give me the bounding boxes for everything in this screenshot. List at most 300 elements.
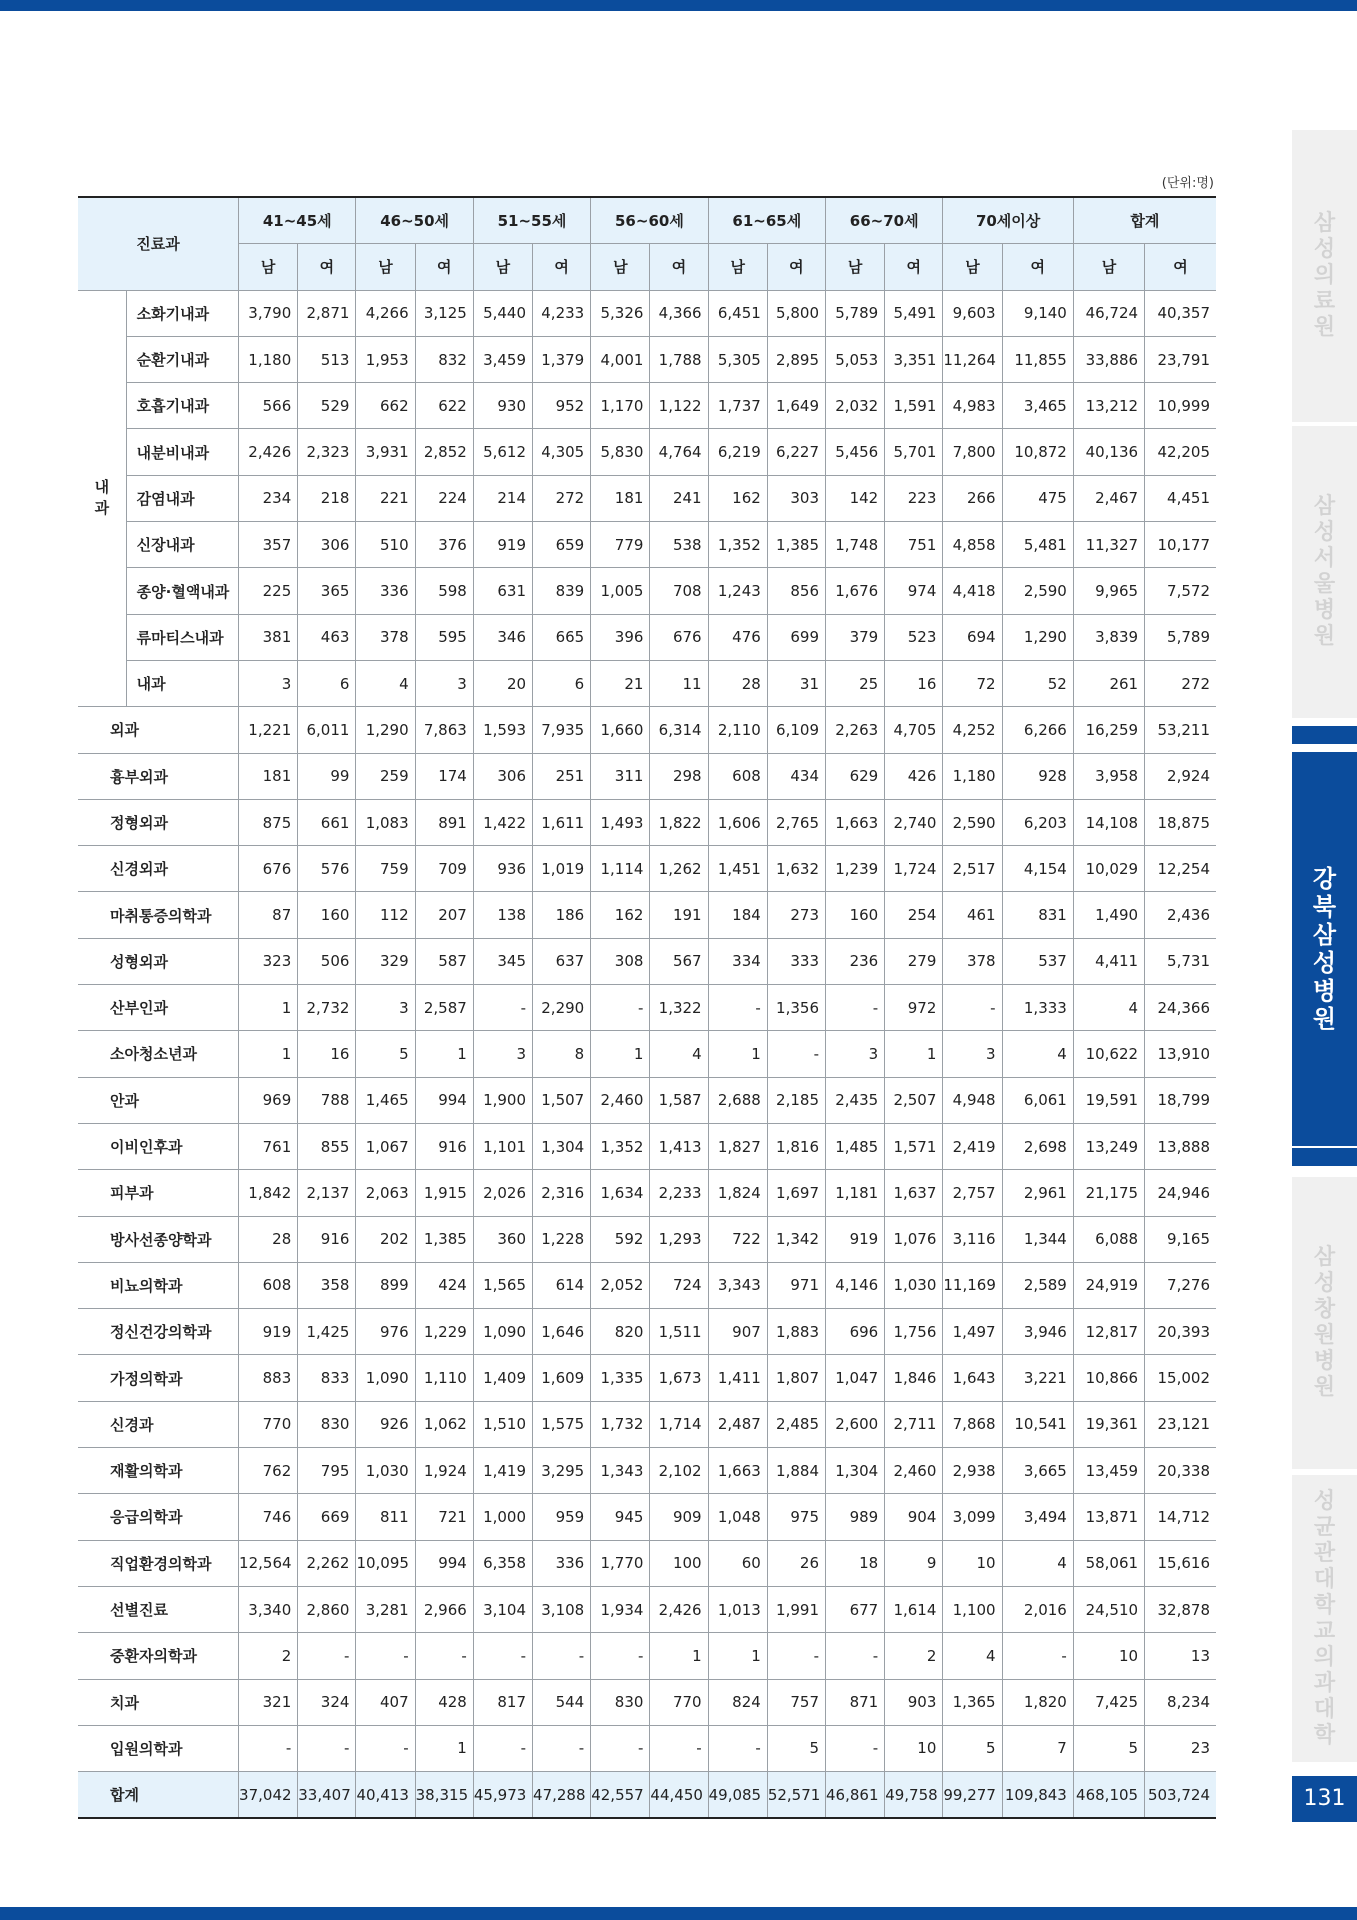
table-cell: 47,288 bbox=[533, 1772, 591, 1819]
age-group-header: 56~60세 bbox=[591, 197, 708, 244]
table-cell: 567 bbox=[650, 938, 708, 984]
table-cell: 8 bbox=[533, 1031, 591, 1077]
table-cell: 7,572 bbox=[1145, 568, 1216, 614]
table-cell: 1,609 bbox=[533, 1355, 591, 1401]
age-group-header: 61~65세 bbox=[708, 197, 825, 244]
table-cell: 21,175 bbox=[1073, 1170, 1144, 1216]
table-cell: 824 bbox=[708, 1679, 767, 1725]
table-cell: 311 bbox=[591, 753, 650, 799]
table-cell: 49,085 bbox=[708, 1772, 767, 1819]
table-cell: 44,450 bbox=[650, 1772, 708, 1819]
table-cell: 214 bbox=[473, 475, 532, 521]
table-cell: 608 bbox=[708, 753, 767, 799]
table-cell: 4 bbox=[1002, 1031, 1073, 1077]
table-cell: 1,243 bbox=[708, 568, 767, 614]
side-tab-label: 성 균 관 대 학 교 의 과 대 학 bbox=[1313, 1488, 1336, 1748]
department-name: 중환자의학과 bbox=[78, 1633, 239, 1679]
table-cell: 12,564 bbox=[239, 1540, 298, 1586]
table-cell: 99 bbox=[298, 753, 356, 799]
table-cell: 9 bbox=[885, 1540, 943, 1586]
table-cell: - bbox=[356, 1633, 415, 1679]
table-cell: 1,379 bbox=[533, 336, 591, 382]
table-cell: 1,824 bbox=[708, 1170, 767, 1216]
table-cell: 3,931 bbox=[356, 429, 415, 475]
table-cell: 2,460 bbox=[591, 1077, 650, 1123]
department-name: 신경외과 bbox=[78, 846, 239, 892]
table-cell: 622 bbox=[415, 383, 473, 429]
table-cell: 4,233 bbox=[533, 290, 591, 336]
table-cell: 346 bbox=[473, 614, 532, 660]
table-cell: 4,451 bbox=[1145, 475, 1216, 521]
table-cell: 31 bbox=[767, 660, 825, 706]
table-cell: 1,822 bbox=[650, 799, 708, 845]
table-cell: 4 bbox=[943, 1633, 1002, 1679]
table-cell: 907 bbox=[708, 1309, 767, 1355]
table-cell: 6,314 bbox=[650, 707, 708, 753]
department-name: 산부인과 bbox=[78, 985, 239, 1031]
table-cell: 665 bbox=[533, 614, 591, 660]
table-cell: 1 bbox=[708, 1031, 767, 1077]
table-cell: 676 bbox=[239, 846, 298, 892]
table-cell: 595 bbox=[415, 614, 473, 660]
table-cell: 2,063 bbox=[356, 1170, 415, 1216]
table-cell: 592 bbox=[591, 1216, 650, 1262]
table-cell: 1,293 bbox=[650, 1216, 708, 1262]
male-header: 남 bbox=[473, 244, 532, 290]
table-cell: 2,860 bbox=[298, 1586, 356, 1632]
table-cell: 3 bbox=[415, 660, 473, 706]
table-cell: 1,663 bbox=[708, 1448, 767, 1494]
table-cell: 2,589 bbox=[1002, 1262, 1073, 1308]
age-group-header: 66~70세 bbox=[826, 197, 943, 244]
table-cell: 6,061 bbox=[1002, 1077, 1073, 1123]
table-cell: 15,616 bbox=[1145, 1540, 1216, 1586]
table-cell: 60 bbox=[708, 1540, 767, 1586]
table-cell: 5,789 bbox=[826, 290, 885, 336]
table-cell: 376 bbox=[415, 522, 473, 568]
table-cell: 969 bbox=[239, 1077, 298, 1123]
table-cell: 19,361 bbox=[1073, 1401, 1144, 1447]
table-row bbox=[78, 290, 1216, 336]
table-cell: 909 bbox=[650, 1494, 708, 1540]
department-age-stats-table bbox=[78, 196, 1216, 1819]
table-cell: 463 bbox=[298, 614, 356, 660]
table-cell: 1,632 bbox=[767, 846, 825, 892]
table-cell: 1,575 bbox=[533, 1401, 591, 1447]
table-cell: 856 bbox=[767, 568, 825, 614]
table-cell: 1,571 bbox=[885, 1123, 943, 1169]
table-cell: 24,919 bbox=[1073, 1262, 1144, 1308]
table-cell: 831 bbox=[1002, 892, 1073, 938]
table-cell: 770 bbox=[650, 1679, 708, 1725]
table-cell: 1,611 bbox=[533, 799, 591, 845]
department-name: 재활의학과 bbox=[78, 1448, 239, 1494]
table-cell: 259 bbox=[356, 753, 415, 799]
table-row bbox=[78, 1262, 1216, 1308]
table-cell: 162 bbox=[591, 892, 650, 938]
table-cell: 916 bbox=[298, 1216, 356, 1262]
table-cell: 506 bbox=[298, 938, 356, 984]
department-name: 비뇨의학과 bbox=[78, 1262, 239, 1308]
table-cell: 25 bbox=[826, 660, 885, 706]
table-cell: 16,259 bbox=[1073, 707, 1144, 753]
table-cell: 2,698 bbox=[1002, 1123, 1073, 1169]
table-cell: 1,614 bbox=[885, 1586, 943, 1632]
table-cell: 4,366 bbox=[650, 290, 708, 336]
table-row bbox=[78, 336, 1216, 382]
female-header: 여 bbox=[298, 244, 356, 290]
table-cell: 24,510 bbox=[1073, 1586, 1144, 1632]
table-row bbox=[78, 429, 1216, 475]
table-cell: 3,958 bbox=[1073, 753, 1144, 799]
table-cell: 5,053 bbox=[826, 336, 885, 382]
page-number: 131 bbox=[1292, 1776, 1357, 1822]
table-cell: - bbox=[1002, 1633, 1073, 1679]
table-cell: 899 bbox=[356, 1262, 415, 1308]
table-cell: - bbox=[826, 1725, 885, 1771]
table-cell: 16 bbox=[298, 1031, 356, 1077]
table-cell: 811 bbox=[356, 1494, 415, 1540]
table-cell: 930 bbox=[473, 383, 532, 429]
male-header: 남 bbox=[943, 244, 1002, 290]
table-cell: 2,233 bbox=[650, 1170, 708, 1216]
table-cell: 5,326 bbox=[591, 290, 650, 336]
table-cell: 1,262 bbox=[650, 846, 708, 892]
table-cell: 1,807 bbox=[767, 1355, 825, 1401]
group-label-text: 내 과 bbox=[94, 478, 110, 518]
table-cell: 2 bbox=[239, 1633, 298, 1679]
side-tab[interactable] bbox=[1292, 130, 1357, 422]
table-cell: 11 bbox=[650, 660, 708, 706]
table-cell: 2,052 bbox=[591, 1262, 650, 1308]
table-cell: 759 bbox=[356, 846, 415, 892]
department-name: 내과 bbox=[126, 660, 238, 706]
table-cell: 184 bbox=[708, 892, 767, 938]
female-header: 여 bbox=[1145, 244, 1216, 290]
table-row bbox=[78, 1679, 1216, 1725]
table-cell: 662 bbox=[356, 383, 415, 429]
table-cell: 9,603 bbox=[943, 290, 1002, 336]
table-cell: 830 bbox=[298, 1401, 356, 1447]
table-cell: 24,946 bbox=[1145, 1170, 1216, 1216]
table-cell: 1,676 bbox=[826, 568, 885, 614]
table-cell: 1,114 bbox=[591, 846, 650, 892]
table-cell: 306 bbox=[298, 522, 356, 568]
table-cell: 160 bbox=[826, 892, 885, 938]
table-cell: 1,352 bbox=[708, 522, 767, 568]
table-cell: 10,095 bbox=[356, 1540, 415, 1586]
table-cell: 994 bbox=[415, 1077, 473, 1123]
table-cell: 587 bbox=[415, 938, 473, 984]
table-row bbox=[78, 568, 1216, 614]
table-cell: 2,961 bbox=[1002, 1170, 1073, 1216]
table-cell: 871 bbox=[826, 1679, 885, 1725]
table-cell: 2,924 bbox=[1145, 753, 1216, 799]
side-tab[interactable] bbox=[1292, 426, 1357, 718]
table-cell: 959 bbox=[533, 1494, 591, 1540]
table-cell: 1,714 bbox=[650, 1401, 708, 1447]
table-cell: 1 bbox=[415, 1031, 473, 1077]
table-cell: 5,305 bbox=[708, 336, 767, 382]
table-cell: 15,002 bbox=[1145, 1355, 1216, 1401]
table-cell: 3 bbox=[239, 660, 298, 706]
table-cell: 58,061 bbox=[1073, 1540, 1144, 1586]
table-cell: 1,419 bbox=[473, 1448, 532, 1494]
department-name: 이비인후과 bbox=[78, 1123, 239, 1169]
table-cell: 424 bbox=[415, 1262, 473, 1308]
table-cell: 1,490 bbox=[1073, 892, 1144, 938]
table-cell: 5,481 bbox=[1002, 522, 1073, 568]
table-cell: 2,026 bbox=[473, 1170, 532, 1216]
department-name: 흉부외과 bbox=[78, 753, 239, 799]
table-cell: 3,494 bbox=[1002, 1494, 1073, 1540]
table-cell: 631 bbox=[473, 568, 532, 614]
table-cell: 919 bbox=[826, 1216, 885, 1262]
table-cell: 3,104 bbox=[473, 1586, 532, 1632]
table-cell: 2,487 bbox=[708, 1401, 767, 1447]
table-cell: 2 bbox=[885, 1633, 943, 1679]
table-cell: 3,459 bbox=[473, 336, 532, 382]
department-name: 정신건강의학과 bbox=[78, 1309, 239, 1355]
table-cell: 3,125 bbox=[415, 290, 473, 336]
table-cell: 2,436 bbox=[1145, 892, 1216, 938]
department-name: 마취통증의학과 bbox=[78, 892, 239, 938]
table-cell: 830 bbox=[591, 1679, 650, 1725]
department-name: 류마티스내과 bbox=[126, 614, 238, 660]
table-cell: 7,863 bbox=[415, 707, 473, 753]
table-cell: 919 bbox=[473, 522, 532, 568]
table-cell: 42,205 bbox=[1145, 429, 1216, 475]
table-row bbox=[78, 892, 1216, 938]
table-row bbox=[78, 1309, 1216, 1355]
table-cell: 357 bbox=[239, 522, 298, 568]
table-cell: 365 bbox=[298, 568, 356, 614]
department-name: 신경과 bbox=[78, 1401, 239, 1447]
table-cell: 676 bbox=[650, 614, 708, 660]
table-cell: 3,839 bbox=[1073, 614, 1144, 660]
table-cell: 3,790 bbox=[239, 290, 298, 336]
table-cell: 1 bbox=[239, 1031, 298, 1077]
table-cell: 5,800 bbox=[767, 290, 825, 336]
table-cell: 5,612 bbox=[473, 429, 532, 475]
table-cell: 974 bbox=[885, 568, 943, 614]
table-cell: 1,591 bbox=[885, 383, 943, 429]
table-row bbox=[78, 985, 1216, 1031]
table-cell: 279 bbox=[885, 938, 943, 984]
table-cell: 10,541 bbox=[1002, 1401, 1073, 1447]
table-cell: 21 bbox=[591, 660, 650, 706]
table-cell: 378 bbox=[943, 938, 1002, 984]
table-cell: 16 bbox=[885, 660, 943, 706]
table-cell: 4,418 bbox=[943, 568, 1002, 614]
department-name: 직업환경의학과 bbox=[78, 1540, 239, 1586]
table-cell: 1,425 bbox=[298, 1309, 356, 1355]
table-cell: - bbox=[708, 985, 767, 1031]
table-cell: 1,170 bbox=[591, 383, 650, 429]
table-cell: 1,344 bbox=[1002, 1216, 1073, 1262]
table-cell: 1,413 bbox=[650, 1123, 708, 1169]
table-cell: 4,764 bbox=[650, 429, 708, 475]
table-cell: 2,852 bbox=[415, 429, 473, 475]
table-cell: 2,485 bbox=[767, 1401, 825, 1447]
table-cell: 40,357 bbox=[1145, 290, 1216, 336]
table-cell: 5,789 bbox=[1145, 614, 1216, 660]
table-cell: 916 bbox=[415, 1123, 473, 1169]
table-cell: 1,953 bbox=[356, 336, 415, 382]
table-cell: 174 bbox=[415, 753, 473, 799]
department-name: 안과 bbox=[78, 1077, 239, 1123]
table-cell: - bbox=[767, 1633, 825, 1679]
table-cell: 20,393 bbox=[1145, 1309, 1216, 1355]
top-accent-bar bbox=[0, 0, 1357, 11]
table-cell: 1,465 bbox=[356, 1077, 415, 1123]
table-cell: - bbox=[473, 985, 532, 1031]
table-cell: 4,001 bbox=[591, 336, 650, 382]
table-cell: 2,137 bbox=[298, 1170, 356, 1216]
table-cell: 3,108 bbox=[533, 1586, 591, 1632]
table-cell: 2,263 bbox=[826, 707, 885, 753]
table-cell: 6,227 bbox=[767, 429, 825, 475]
table-cell: 3 bbox=[826, 1031, 885, 1077]
table-cell: 10 bbox=[885, 1725, 943, 1771]
table-row bbox=[78, 1170, 1216, 1216]
table-cell: 1,047 bbox=[826, 1355, 885, 1401]
table-cell: 109,843 bbox=[1002, 1772, 1073, 1819]
table-cell: 23 bbox=[1145, 1725, 1216, 1771]
table-cell: 7,868 bbox=[943, 1401, 1002, 1447]
table-cell: 378 bbox=[356, 614, 415, 660]
table-cell: 903 bbox=[885, 1679, 943, 1725]
table-cell: 2,688 bbox=[708, 1077, 767, 1123]
table-cell: 1,101 bbox=[473, 1123, 532, 1169]
table-cell: 28 bbox=[708, 660, 767, 706]
table-cell: 537 bbox=[1002, 938, 1073, 984]
table-cell: 46,861 bbox=[826, 1772, 885, 1819]
department-name: 방사선종양학과 bbox=[78, 1216, 239, 1262]
table-cell: 14,108 bbox=[1073, 799, 1144, 845]
table-cell: 952 bbox=[533, 383, 591, 429]
table-cell: 1,090 bbox=[473, 1309, 532, 1355]
table-cell: 42,557 bbox=[591, 1772, 650, 1819]
table-cell: 1 bbox=[239, 985, 298, 1031]
table-cell: 181 bbox=[591, 475, 650, 521]
age-group-header: 51~55세 bbox=[473, 197, 590, 244]
table-cell: 6,088 bbox=[1073, 1216, 1144, 1262]
table-cell: 2,419 bbox=[943, 1123, 1002, 1169]
table-row bbox=[78, 1540, 1216, 1586]
table-cell: 10,999 bbox=[1145, 383, 1216, 429]
table-cell: 2,102 bbox=[650, 1448, 708, 1494]
side-tab[interactable] bbox=[1292, 752, 1357, 1146]
table-cell: 820 bbox=[591, 1309, 650, 1355]
table-cell: 20 bbox=[473, 660, 532, 706]
table-cell: 523 bbox=[885, 614, 943, 660]
table-cell: 1,934 bbox=[591, 1586, 650, 1632]
table-cell: 381 bbox=[239, 614, 298, 660]
table-cell: 207 bbox=[415, 892, 473, 938]
table-cell: 434 bbox=[767, 753, 825, 799]
table-cell: 323 bbox=[239, 938, 298, 984]
table-cell: 544 bbox=[533, 1679, 591, 1725]
table-cell: 6 bbox=[533, 660, 591, 706]
table-cell: - bbox=[591, 985, 650, 1031]
female-header: 여 bbox=[533, 244, 591, 290]
table-cell: 10 bbox=[943, 1540, 1002, 1586]
table-cell: 4,252 bbox=[943, 707, 1002, 753]
table-cell: 1,646 bbox=[533, 1309, 591, 1355]
table-cell: 241 bbox=[650, 475, 708, 521]
table-cell: 1,724 bbox=[885, 846, 943, 892]
table-cell: 696 bbox=[826, 1309, 885, 1355]
table-cell: 7,276 bbox=[1145, 1262, 1216, 1308]
table-cell: 1,229 bbox=[415, 1309, 473, 1355]
table-cell: 637 bbox=[533, 938, 591, 984]
table-cell: 26 bbox=[767, 1540, 825, 1586]
table-cell: 1,180 bbox=[943, 753, 1002, 799]
table-cell: 928 bbox=[1002, 753, 1073, 799]
table-cell: 757 bbox=[767, 1679, 825, 1725]
table-cell: 5 bbox=[943, 1725, 1002, 1771]
table-cell: 7 bbox=[1002, 1725, 1073, 1771]
department-name: 외과 bbox=[78, 707, 239, 753]
department-name: 소화기내과 bbox=[126, 290, 238, 336]
table-cell: 2,966 bbox=[415, 1586, 473, 1632]
age-group-header: 46~50세 bbox=[356, 197, 473, 244]
table-cell: 708 bbox=[650, 568, 708, 614]
table-cell: 629 bbox=[826, 753, 885, 799]
table-cell: 33,407 bbox=[298, 1772, 356, 1819]
table-cell: 308 bbox=[591, 938, 650, 984]
table-cell: 254 bbox=[885, 892, 943, 938]
table-cell: 770 bbox=[239, 1401, 298, 1447]
table-cell: 9,165 bbox=[1145, 1216, 1216, 1262]
female-header: 여 bbox=[650, 244, 708, 290]
table-cell: 12,254 bbox=[1145, 846, 1216, 892]
side-tab[interactable] bbox=[1292, 1177, 1357, 1469]
active-tab-divider bbox=[1292, 1148, 1357, 1166]
department-name: 순환기내과 bbox=[126, 336, 238, 382]
table-cell: 1,062 bbox=[415, 1401, 473, 1447]
table-cell: 839 bbox=[533, 568, 591, 614]
table-cell: 971 bbox=[767, 1262, 825, 1308]
table-cell: 1,356 bbox=[767, 985, 825, 1031]
table-cell: 1,290 bbox=[1002, 614, 1073, 660]
table-cell: 721 bbox=[415, 1494, 473, 1540]
table-cell: 72 bbox=[943, 660, 1002, 706]
table-cell: 1,565 bbox=[473, 1262, 532, 1308]
table-cell: 181 bbox=[239, 753, 298, 799]
male-header: 남 bbox=[1073, 244, 1144, 290]
table-cell: 2,740 bbox=[885, 799, 943, 845]
age-group-header: 41~45세 bbox=[239, 197, 356, 244]
table-cell: 2,757 bbox=[943, 1170, 1002, 1216]
table-cell: 724 bbox=[650, 1262, 708, 1308]
table-cell: - bbox=[298, 1633, 356, 1679]
table-cell: 1,228 bbox=[533, 1216, 591, 1262]
table-row bbox=[78, 1448, 1216, 1494]
table-cell: 2,426 bbox=[239, 429, 298, 475]
table-cell: 4,266 bbox=[356, 290, 415, 336]
unit-label: (단위:명) bbox=[1161, 176, 1214, 191]
side-tab[interactable] bbox=[1292, 1475, 1357, 1762]
table-cell: 100 bbox=[650, 1540, 708, 1586]
table-cell: 891 bbox=[415, 799, 473, 845]
table-cell: 303 bbox=[767, 475, 825, 521]
table-cell: 1,013 bbox=[708, 1586, 767, 1632]
table-cell: 5 bbox=[356, 1031, 415, 1077]
table-cell: 945 bbox=[591, 1494, 650, 1540]
table-cell: 1,820 bbox=[1002, 1679, 1073, 1725]
